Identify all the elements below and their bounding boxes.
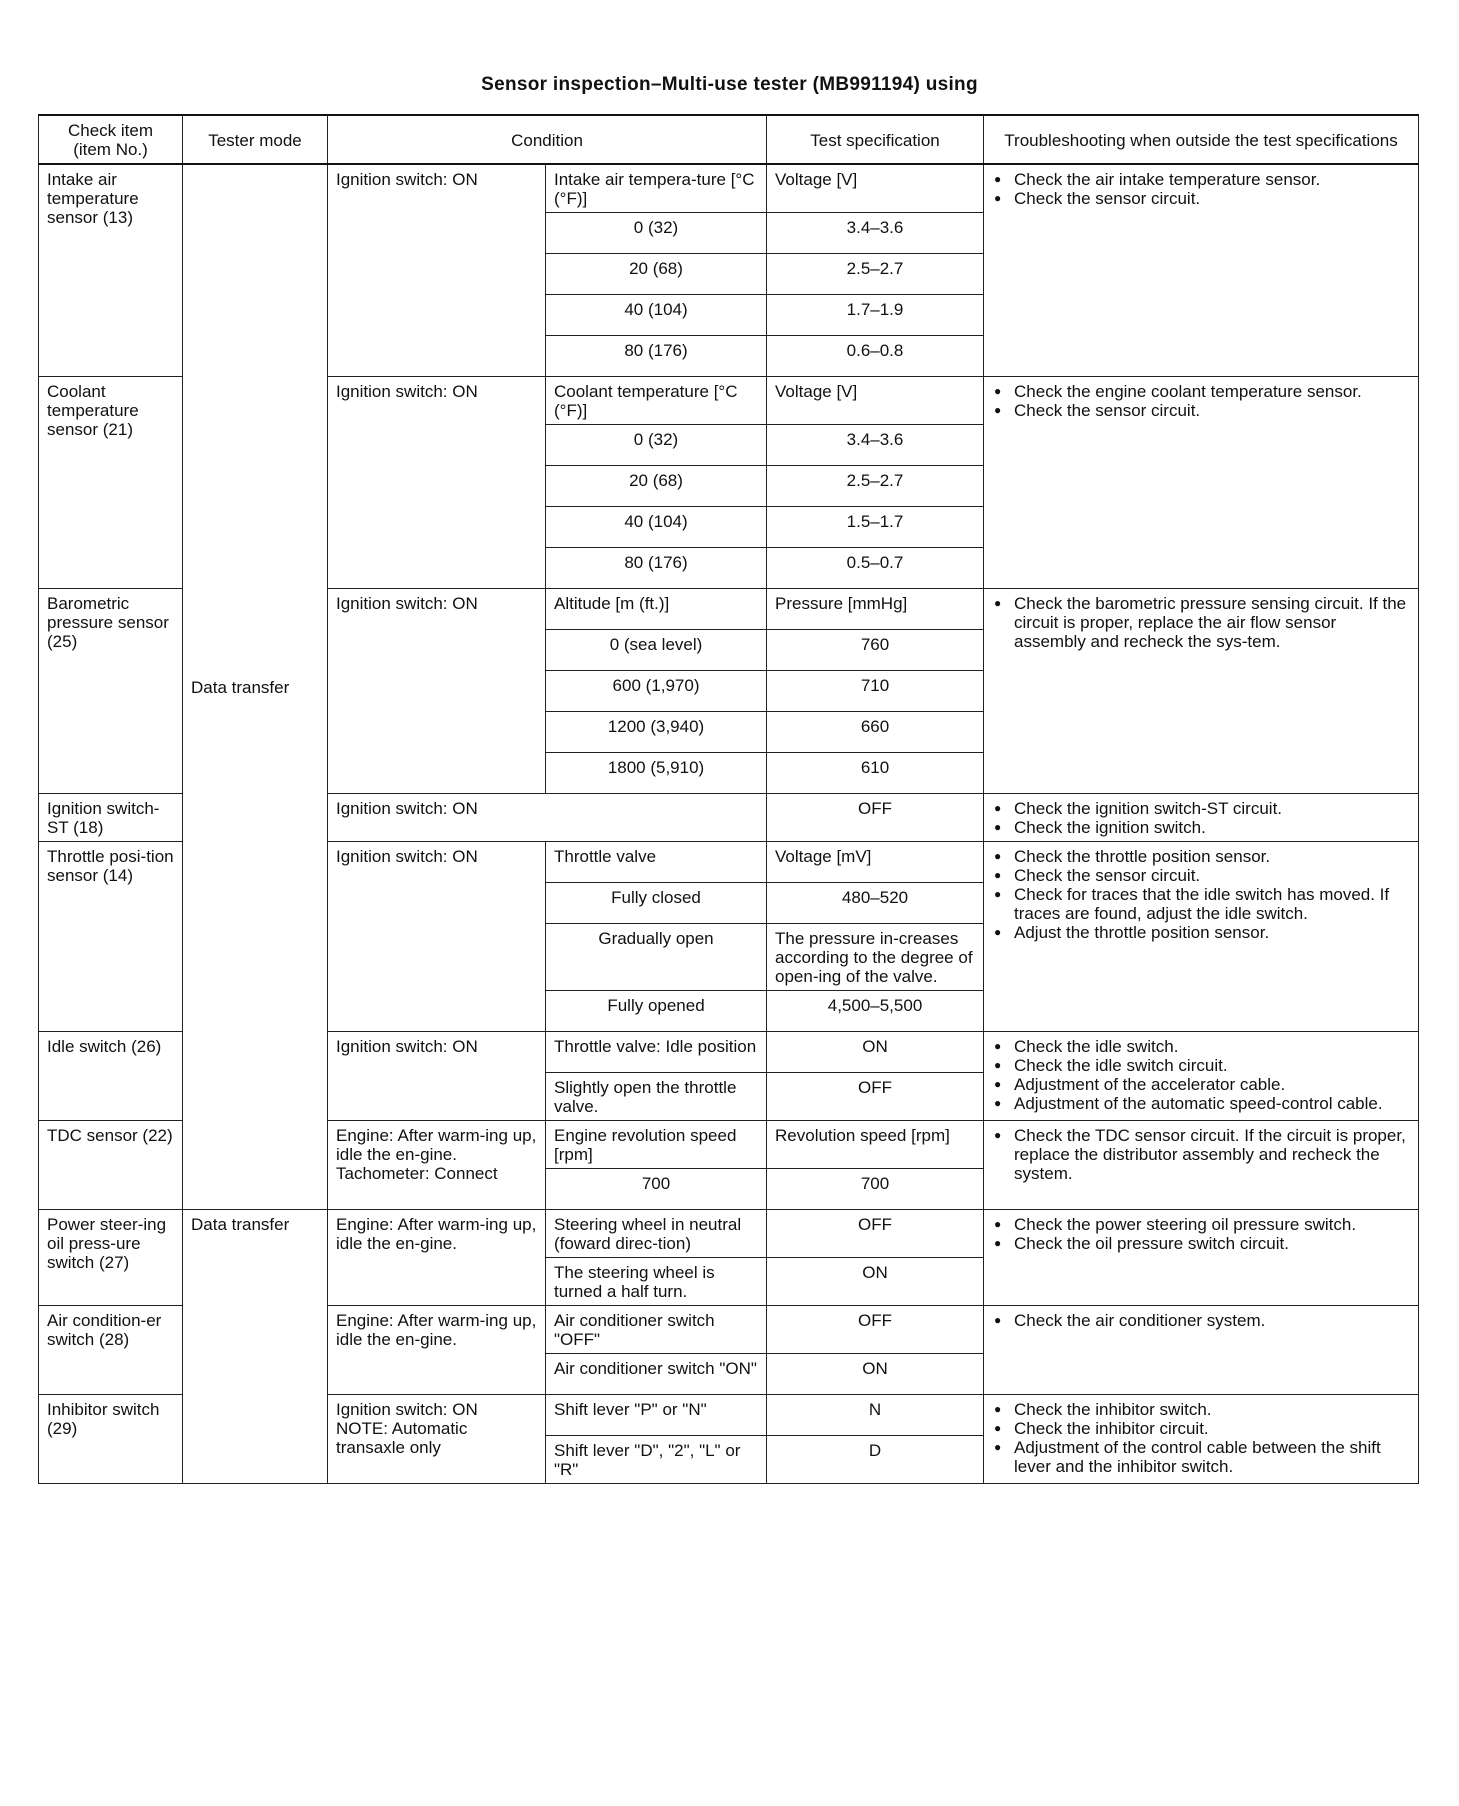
spec-value: D xyxy=(767,1436,984,1484)
spec-value: 2.5–2.7 xyxy=(767,466,984,507)
troubleshooting-step: ● Check the idle switch. xyxy=(992,1037,1410,1056)
troubleshooting-step: ● Check the engine coolant temperature sensor. xyxy=(992,382,1410,401)
check-item: Intake air temperature sensor (13) xyxy=(39,164,183,377)
spec-value: 700 xyxy=(767,1169,984,1210)
sub-condition: Shift lever "P" or "N" xyxy=(546,1395,767,1436)
sensor-inspection-table xyxy=(38,114,1419,1484)
spec-value: 610 xyxy=(767,753,984,794)
sub-condition: Fully closed xyxy=(546,883,767,924)
sub-condition-header: Intake air tempera-ture [°C (°F)] xyxy=(546,164,767,213)
check-item: Inhibitor switch (29) xyxy=(39,1395,183,1484)
condition-text: Ignition switch: ON xyxy=(336,799,478,818)
spec-value: 3.4–3.6 xyxy=(767,425,984,466)
troubleshooting-step: ● Check the barometric pressure sensing circuit. If the circuit is proper, replace the air flow sensor assembly and recheck the sys-tem. xyxy=(992,594,1410,651)
spec-value: ON xyxy=(767,1354,984,1395)
troubleshooting-list xyxy=(992,594,1410,651)
spec-value: 4,500–5,500 xyxy=(767,991,984,1032)
spec-value: 1.7–1.9 xyxy=(767,295,984,336)
sub-condition: Gradually open xyxy=(546,924,767,991)
troubleshooting xyxy=(984,1121,1419,1210)
check-item: Air condition-er switch (28) xyxy=(39,1306,183,1395)
header-test-spec: Test specification xyxy=(767,115,984,164)
troubleshooting-list xyxy=(992,1037,1410,1113)
sub-condition: 1200 (3,940) xyxy=(546,712,767,753)
troubleshooting-step: ● Check the oil pressure switch circuit. xyxy=(992,1234,1410,1253)
sub-condition: Slightly open the throttle valve. xyxy=(546,1073,767,1121)
spec-value: ON xyxy=(767,1032,984,1073)
sub-condition: Fully opened xyxy=(546,991,767,1032)
condition xyxy=(328,1306,546,1395)
spec-value: OFF xyxy=(767,1073,984,1121)
troubleshooting xyxy=(984,1032,1419,1121)
sub-condition: Air conditioner switch "OFF" xyxy=(546,1306,767,1354)
troubleshooting-list xyxy=(992,170,1410,208)
troubleshooting xyxy=(984,1210,1419,1306)
sub-condition: 20 (68) xyxy=(546,254,767,295)
sub-condition: 0 (32) xyxy=(546,425,767,466)
troubleshooting-list xyxy=(992,382,1410,420)
sub-condition-header: Engine revolution speed [rpm] xyxy=(546,1121,767,1169)
tester-mode: Data transfer xyxy=(183,164,328,1210)
troubleshooting-step: ● Check the TDC sensor circuit. If the circuit is proper, replace the distributor assembly and recheck the system. xyxy=(992,1126,1410,1183)
condition-text: Engine: After warm-ing up, idle the en-gine. Tachometer: Connect xyxy=(336,1126,537,1183)
condition-text: Engine: After warm-ing up, idle the en-gine. xyxy=(336,1311,537,1349)
troubleshooting xyxy=(984,1306,1419,1395)
check-item: Power steer-ing oil press-ure switch (27) xyxy=(39,1210,183,1306)
sub-condition: Shift lever "D", "2", "L" or "R" xyxy=(546,1436,767,1484)
spec-value: 660 xyxy=(767,712,984,753)
sub-condition-header: Coolant temperature [°C (°F)] xyxy=(546,377,767,425)
spec-header: Revolution speed [rpm] xyxy=(767,1121,984,1169)
sub-condition: Steering wheel in neutral (foward direc-tion) xyxy=(546,1210,767,1258)
sub-condition: 20 (68) xyxy=(546,466,767,507)
troubleshooting xyxy=(984,377,1419,589)
check-item: Coolant temperature sensor (21) xyxy=(39,377,183,589)
tester-mode: Data transfer xyxy=(183,1210,328,1484)
check-item: Throttle posi-tion sensor (14) xyxy=(39,842,183,1032)
troubleshooting-list xyxy=(992,1311,1410,1330)
condition-text: Ignition switch: ON xyxy=(336,1037,478,1056)
condition-text: Ignition switch: ON xyxy=(336,382,478,401)
table-row xyxy=(39,164,1419,213)
troubleshooting xyxy=(984,589,1419,794)
condition-text: Ignition switch: ON xyxy=(336,1400,478,1419)
condition-text: Ignition switch: ON xyxy=(336,847,478,866)
troubleshooting-list xyxy=(992,847,1410,942)
troubleshooting-step: ● Check the sensor circuit. xyxy=(992,401,1410,420)
sub-condition: The steering wheel is turned a half turn. xyxy=(546,1258,767,1306)
spec-value: OFF xyxy=(767,794,984,842)
header-tester-mode: Tester mode xyxy=(183,115,328,164)
troubleshooting-step: ● Adjust the throttle position sensor. xyxy=(992,923,1410,942)
spec-value: OFF xyxy=(767,1210,984,1258)
header-check-item: Check item (item No.) xyxy=(39,115,183,164)
header-troubleshooting: Troubleshooting when outside the test specifications xyxy=(984,115,1419,164)
page-title: Sensor inspection–Multi-use tester (MB991194) using xyxy=(481,74,978,95)
condition-text: Ignition switch: ON xyxy=(336,594,478,613)
troubleshooting xyxy=(984,1395,1419,1484)
check-item: Barometric pressure sensor (25) xyxy=(39,589,183,794)
spec-header: Voltage [mV] xyxy=(767,842,984,883)
spec-value: ON xyxy=(767,1258,984,1306)
spec-value: 2.5–2.7 xyxy=(767,254,984,295)
troubleshooting xyxy=(984,842,1419,1032)
sub-condition: 80 (176) xyxy=(546,548,767,589)
troubleshooting-step: ● Check the sensor circuit. xyxy=(992,189,1410,208)
troubleshooting-list xyxy=(992,1400,1410,1476)
troubleshooting-step: ● Check the air conditioner system. xyxy=(992,1311,1410,1330)
condition-note: NOTE: Automatic transaxle only xyxy=(336,1419,468,1457)
troubleshooting xyxy=(984,794,1419,842)
sub-condition: 40 (104) xyxy=(546,295,767,336)
troubleshooting-step: ● Check the sensor circuit. xyxy=(992,866,1410,885)
spec-header: Pressure [mmHg] xyxy=(767,589,984,630)
header-condition: Condition xyxy=(328,115,767,164)
condition xyxy=(328,1210,546,1306)
sub-condition-header: Altitude [m (ft.)] xyxy=(546,589,767,630)
spec-value: 3.4–3.6 xyxy=(767,213,984,254)
troubleshooting-step: ● Check the inhibitor circuit. xyxy=(992,1419,1410,1438)
troubleshooting-step: ● Adjustment of the control cable between the shift lever and the inhibitor switch. xyxy=(992,1438,1410,1476)
condition xyxy=(328,842,546,1032)
troubleshooting-list xyxy=(992,1215,1410,1253)
sub-condition: 80 (176) xyxy=(546,336,767,377)
sub-condition-header: Throttle valve xyxy=(546,842,767,883)
spec-value: 480–520 xyxy=(767,883,984,924)
condition xyxy=(328,1395,546,1484)
troubleshooting-list xyxy=(992,799,1410,837)
spec-header: Voltage [V] xyxy=(767,377,984,425)
troubleshooting-list xyxy=(992,1126,1410,1183)
troubleshooting-step: ● Check the idle switch circuit. xyxy=(992,1056,1410,1075)
condition-text: Engine: After warm-ing up, idle the en-gine. xyxy=(336,1215,537,1253)
check-item: Ignition switch-ST (18) xyxy=(39,794,183,842)
sub-condition: 700 xyxy=(546,1169,767,1210)
condition xyxy=(328,1032,546,1121)
spec-value: 710 xyxy=(767,671,984,712)
condition xyxy=(328,1121,546,1210)
condition xyxy=(328,377,546,589)
spec-value: 1.5–1.7 xyxy=(767,507,984,548)
sub-condition: Air conditioner switch "ON" xyxy=(546,1354,767,1395)
check-item: TDC sensor (22) xyxy=(39,1121,183,1210)
condition xyxy=(328,589,546,794)
spec-value: N xyxy=(767,1395,984,1436)
sub-condition: 600 (1,970) xyxy=(546,671,767,712)
condition-text: Ignition switch: ON xyxy=(336,170,478,189)
spec-value: 0.6–0.8 xyxy=(767,336,984,377)
sub-condition: 0 (sea level) xyxy=(546,630,767,671)
troubleshooting-step: ● Adjustment of the automatic speed-control cable. xyxy=(992,1094,1410,1113)
table-row xyxy=(39,1210,1419,1258)
troubleshooting-step: ● Check for traces that the idle switch has moved. If traces are found, adjust the idle switch. xyxy=(992,885,1410,923)
troubleshooting-step: ● Check the air intake temperature sensor. xyxy=(992,170,1410,189)
troubleshooting-step: ● Check the ignition switch-ST circuit. xyxy=(992,799,1410,818)
spec-header: Voltage [V] xyxy=(767,164,984,213)
header-row xyxy=(39,115,1419,164)
sub-condition: 1800 (5,910) xyxy=(546,753,767,794)
sub-condition: Throttle valve: Idle position xyxy=(546,1032,767,1073)
spec-value: OFF xyxy=(767,1306,984,1354)
condition xyxy=(328,794,767,842)
troubleshooting xyxy=(984,164,1419,377)
troubleshooting-step: ● Check the power steering oil pressure switch. xyxy=(992,1215,1410,1234)
troubleshooting-step: ● Check the throttle position sensor. xyxy=(992,847,1410,866)
check-item: Idle switch (26) xyxy=(39,1032,183,1121)
spec-value: 760 xyxy=(767,630,984,671)
spec-value: 0.5–0.7 xyxy=(767,548,984,589)
sub-condition: 40 (104) xyxy=(546,507,767,548)
sub-condition: 0 (32) xyxy=(546,213,767,254)
spec-value: The pressure in-creases according to the degree of open-ing of the valve. xyxy=(767,924,984,991)
condition xyxy=(328,164,546,377)
troubleshooting-step: ● Check the ignition switch. xyxy=(992,818,1410,837)
troubleshooting-step: ● Check the inhibitor switch. xyxy=(992,1400,1410,1419)
troubleshooting-step: ● Adjustment of the accelerator cable. xyxy=(992,1075,1410,1094)
